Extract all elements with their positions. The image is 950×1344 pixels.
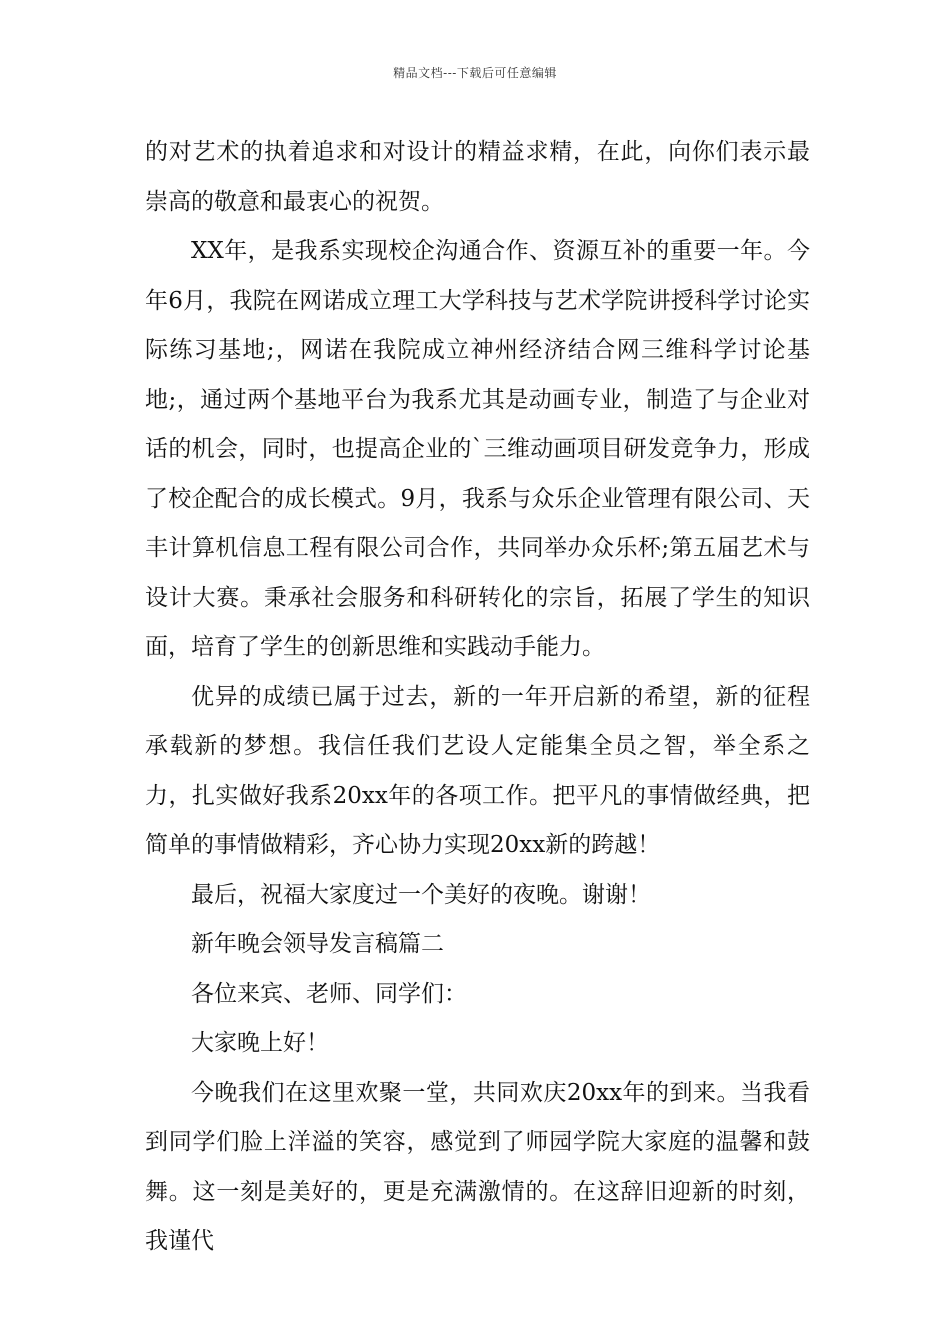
salutation: 各位来宾、老师、同学们： [191, 980, 467, 1007]
paragraph-1: 的对艺术的执着追求和对设计的精益求精，在此，向你们表示最崇高的敬意和最衷心的祝贺。 [145, 139, 810, 215]
section-heading: 新年晚会领导发言稿篇二 [191, 931, 444, 957]
greeting: 大家晚上好！ [191, 1030, 329, 1056]
paragraph-8: 今晚我们在这里欢聚一堂，共同欢庆20xx年的到来。当我看到同学们脸上洋溢的笑容，感觉到了师园学院大家庭的温馨和鼓舞。这一刻是美好的，更是充满激情的。在这辞旧迎新的时刻，我谨代 [145, 1079, 810, 1254]
paragraph-3: 优异的成绩已属于过去，新的一年开启新的希望，新的征程承载新的梦想。我信任我们艺设人定能集全员之智，举全系之力，扎实做好我系20xx年的各项工作。把平凡的事情做经典，把简单的事情做精彩，齐心协力实现20xx新的跨越！ [145, 683, 810, 858]
paragraph-2: XX年，是我系实现校企沟通合作、资源互补的重要一年。今年6月，我院在网诺成立理工大学科技与艺术学院讲授科学讨论实际练习基地;，网诺在我院成立神州经济结合网三维科学讨论基地;，通过两个基地平台为我系尤其是动画专业，制造了与企业对话的机会，同时，也提高企业的`三维动画项目研发竞争力，形成了校企配合的成长模式。9月，我系与众乐企业管理有限公司、天丰计算机信息工程有限公司合作，共同举办众乐杯;第五届艺术与设计大赛。秉承社会服务和科研转化的宗旨，拓展了学生的知识面，培育了学生的创新思维和实践动手能力。 [145, 238, 810, 660]
document-body [145, 128, 810, 1267]
page-header: 精品文档---下载后可任意编辑 [393, 66, 557, 80]
paragraph-4: 最后，祝福大家度过一个美好的夜晚。谢谢！ [191, 881, 651, 908]
